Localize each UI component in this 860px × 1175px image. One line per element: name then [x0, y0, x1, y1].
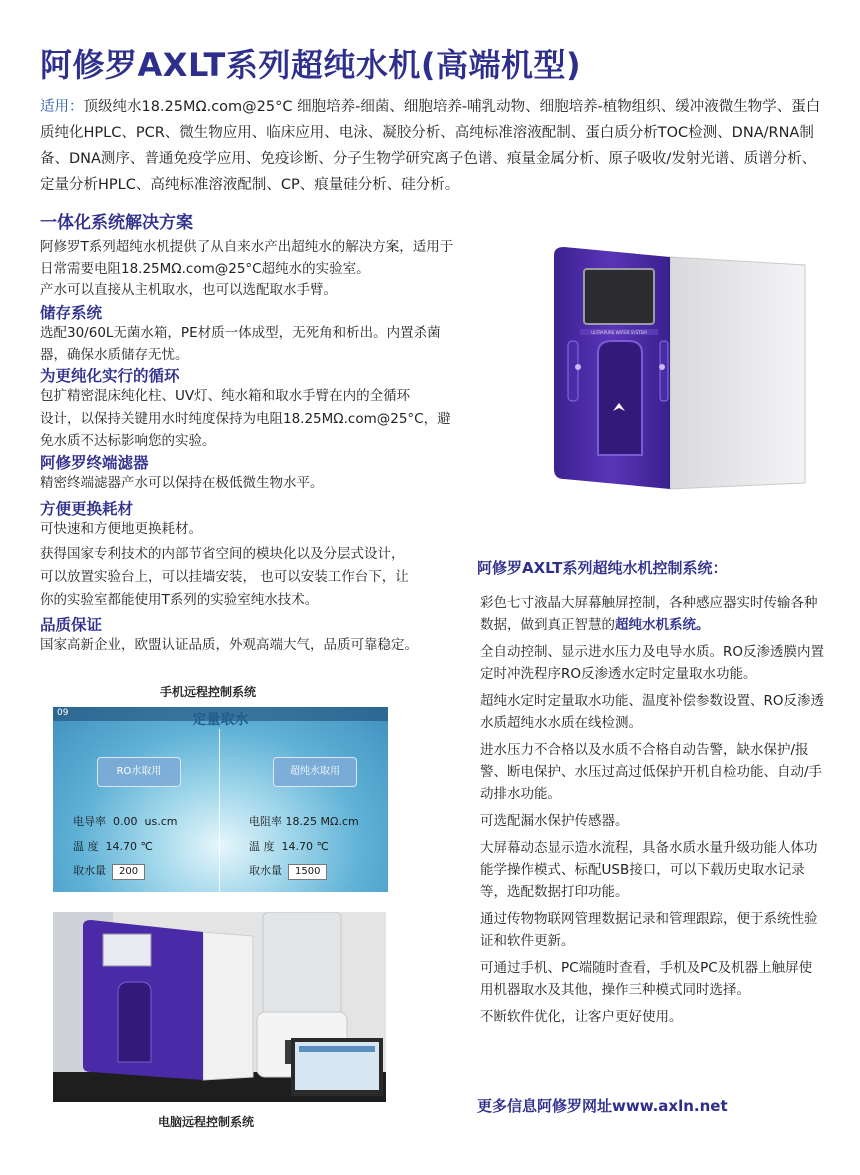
- pc-control-caption: 电脑远程控制系统: [158, 1115, 255, 1129]
- temp-label-right: 温 度: [249, 840, 275, 853]
- temp-label-left: 温 度: [73, 840, 99, 853]
- control-system-list: [480, 592, 825, 1033]
- control-paragraph-3: 超纯水定时定量取水功能、温度补偿参数设置、RO反渗透水质超纯水水质在线检测。: [480, 693, 825, 731]
- device-screen-brand-text: ULTRAPURE WATER SYSTEM: [591, 330, 647, 335]
- applications-paragraph: [40, 94, 825, 198]
- quality-paragraph: 国家高新企业，欧盟认证品质，外观高端大气，品质可靠稳定。: [40, 637, 418, 653]
- water-purifier-product-image: [550, 245, 815, 495]
- conductivity-row: [73, 813, 177, 829]
- solution-paragraph-1: 阿修罗T系列超纯水机提供了从自来水产出超纯水的解决方案，适用于日常需要电阻18.25MΩ.com@25°C超纯水的实验室。: [40, 239, 454, 277]
- volume-label-left: 取水量: [73, 864, 106, 877]
- loop-paragraph-1: 包扩精密混床纯化柱、UV灯、纯水箱和取水手臂在内的全循环: [40, 388, 411, 404]
- ultrapure-water-button[interactable]: 超纯水取用: [273, 757, 357, 787]
- consumable-paragraph-2: 获得国家专利技术的内部节省空间的模块化以及分层式设计，: [40, 546, 405, 562]
- control-paragraph-4: 进水压力不合格以及水质不合格自动告警，缺水保护/报警、断电保护、水压过高过低保护开机自检功能、自动/手动排水功能。: [480, 742, 823, 802]
- consumable-heading: 方便更换耗材: [40, 500, 134, 518]
- page-title: 阿修罗AXLT系列超纯水机(高端机型): [40, 46, 582, 84]
- phone-divider: [219, 729, 220, 892]
- resistivity-row: [249, 813, 359, 829]
- control-paragraph-2: 全自动控制、显示进水压力及电导水质。RO反渗透膜内置定时冲洗程序RO反渗透水定时定量取水功能。: [480, 644, 825, 682]
- conductivity-value: 0.00: [113, 815, 138, 828]
- volume-input-left[interactable]: 200: [112, 864, 145, 880]
- applications-label: 适用：: [40, 99, 84, 115]
- resistivity-value: 18.25: [285, 815, 317, 828]
- website-link[interactable]: 更多信息阿修罗网址www.axln.net: [477, 1097, 728, 1115]
- consumable-paragraph-4: 你的实验室都能使用T系列的实验室纯水技术。: [40, 592, 319, 608]
- control-system-title: 阿修罗AXLT系列超纯水机控制系统：: [477, 559, 728, 577]
- quality-heading: 品质保证: [40, 616, 103, 634]
- temp-row-right: [249, 838, 329, 854]
- volume-input-right[interactable]: 1500: [288, 864, 327, 880]
- consumable-paragraph-1: 可快速和方便地更换耗材。: [40, 521, 202, 537]
- volume-label-right: 取水量: [249, 864, 282, 877]
- loop-paragraph-2: 设计，以保持关键用水时纯度保持为电阻18.25MΩ.com@25°C，避免水质不达标影响您的实验。: [40, 411, 451, 449]
- conductivity-label: 电导率: [73, 815, 106, 828]
- conductivity-unit: us.cm: [144, 815, 178, 828]
- phone-remote-screenshot: [53, 707, 388, 892]
- volume-row-left: [73, 862, 145, 880]
- storage-heading: 储存系统: [40, 304, 103, 322]
- filter-heading: 阿修罗终端滤器: [40, 454, 149, 472]
- temp-row-left: [73, 838, 153, 854]
- temp-value-left: 14.70 ℃: [105, 840, 153, 853]
- phone-control-caption: 手机远程控制系统: [160, 685, 257, 699]
- control-p1-text: 彩色七寸液晶大屏幕触屏控制，各种感应器实时传输各种数据，做到真正智慧的: [480, 595, 818, 633]
- control-paragraph-8: 可通过手机、PC端随时查看，手机及PC及机器上触屏使用机器取水及其他，操作三种模式同时选择。: [480, 960, 813, 998]
- control-paragraph-1: [480, 592, 825, 636]
- control-paragraph-6: 大屏幕动态显示造水流程，具备水质水量升级功能人体功能学操作模式、标配USB接口，可以下载历史取水记录等，选配数据打印功能。: [480, 840, 818, 900]
- solution-heading: 一体化系统解决方案: [40, 213, 193, 233]
- loop-heading: 为更纯化实行的循环: [40, 367, 180, 385]
- phone-screen-header: 定量取水: [192, 712, 249, 728]
- filter-paragraph: 精密终端滤器产水可以保持在极低微生物水平。: [40, 475, 324, 491]
- volume-row-right: [249, 862, 327, 880]
- solution-paragraph-2: 产水可以直接从主机取水，也可以选配取水手臂。: [40, 282, 337, 298]
- phone-status-time: 09: [57, 708, 69, 718]
- applications-text: 顶级纯水18.25MΩ.com@25°C 细胞培养-细菌、细胞培养-哺乳动物、细胞培养-植物组织、缓冲液微生物学、蛋白质纯化HPLC、PCR、微生物应用、临床应用、电泳、凝胶分析、高纯标准溶液配制、蛋白质分析TOC检测、DNA/RNA制备、DNA测序、普通免疫学应用、免疫诊断、分子生物学研究离子色谱、痕量金属分析、原子吸收/发射光谱、质谱分析、定量分析HPLC、高纯标准溶液配制、CP、痕量硅分析、硅分析。: [40, 99, 821, 193]
- control-p1-highlight: 超纯水机系统。: [615, 617, 710, 633]
- control-paragraph-7: 通过传物物联网管理数据记录和管理跟踪，便于系统性验证和软件更新。: [480, 911, 818, 949]
- temp-value-right: 14.70 ℃: [281, 840, 329, 853]
- storage-paragraph: 选配30/60L无菌水箱，PE材质一体成型，无死角和析出。内置杀菌器，确保水质储存无忧。: [40, 325, 441, 363]
- consumable-paragraph-3: 可以放置实验台上，可以挂墙安装， 也可以安装工作台下，让: [40, 569, 409, 585]
- lab-installation-photo: [53, 912, 386, 1102]
- resistivity-label: 电阻率: [249, 815, 282, 828]
- ro-water-button[interactable]: RO水取用: [97, 757, 181, 787]
- control-paragraph-9: 不断软件优化，让客户更好使用。: [480, 1009, 683, 1025]
- resistivity-unit: MΩ.cm: [320, 815, 359, 828]
- control-paragraph-5: 可选配漏水保护传感器。: [480, 813, 629, 829]
